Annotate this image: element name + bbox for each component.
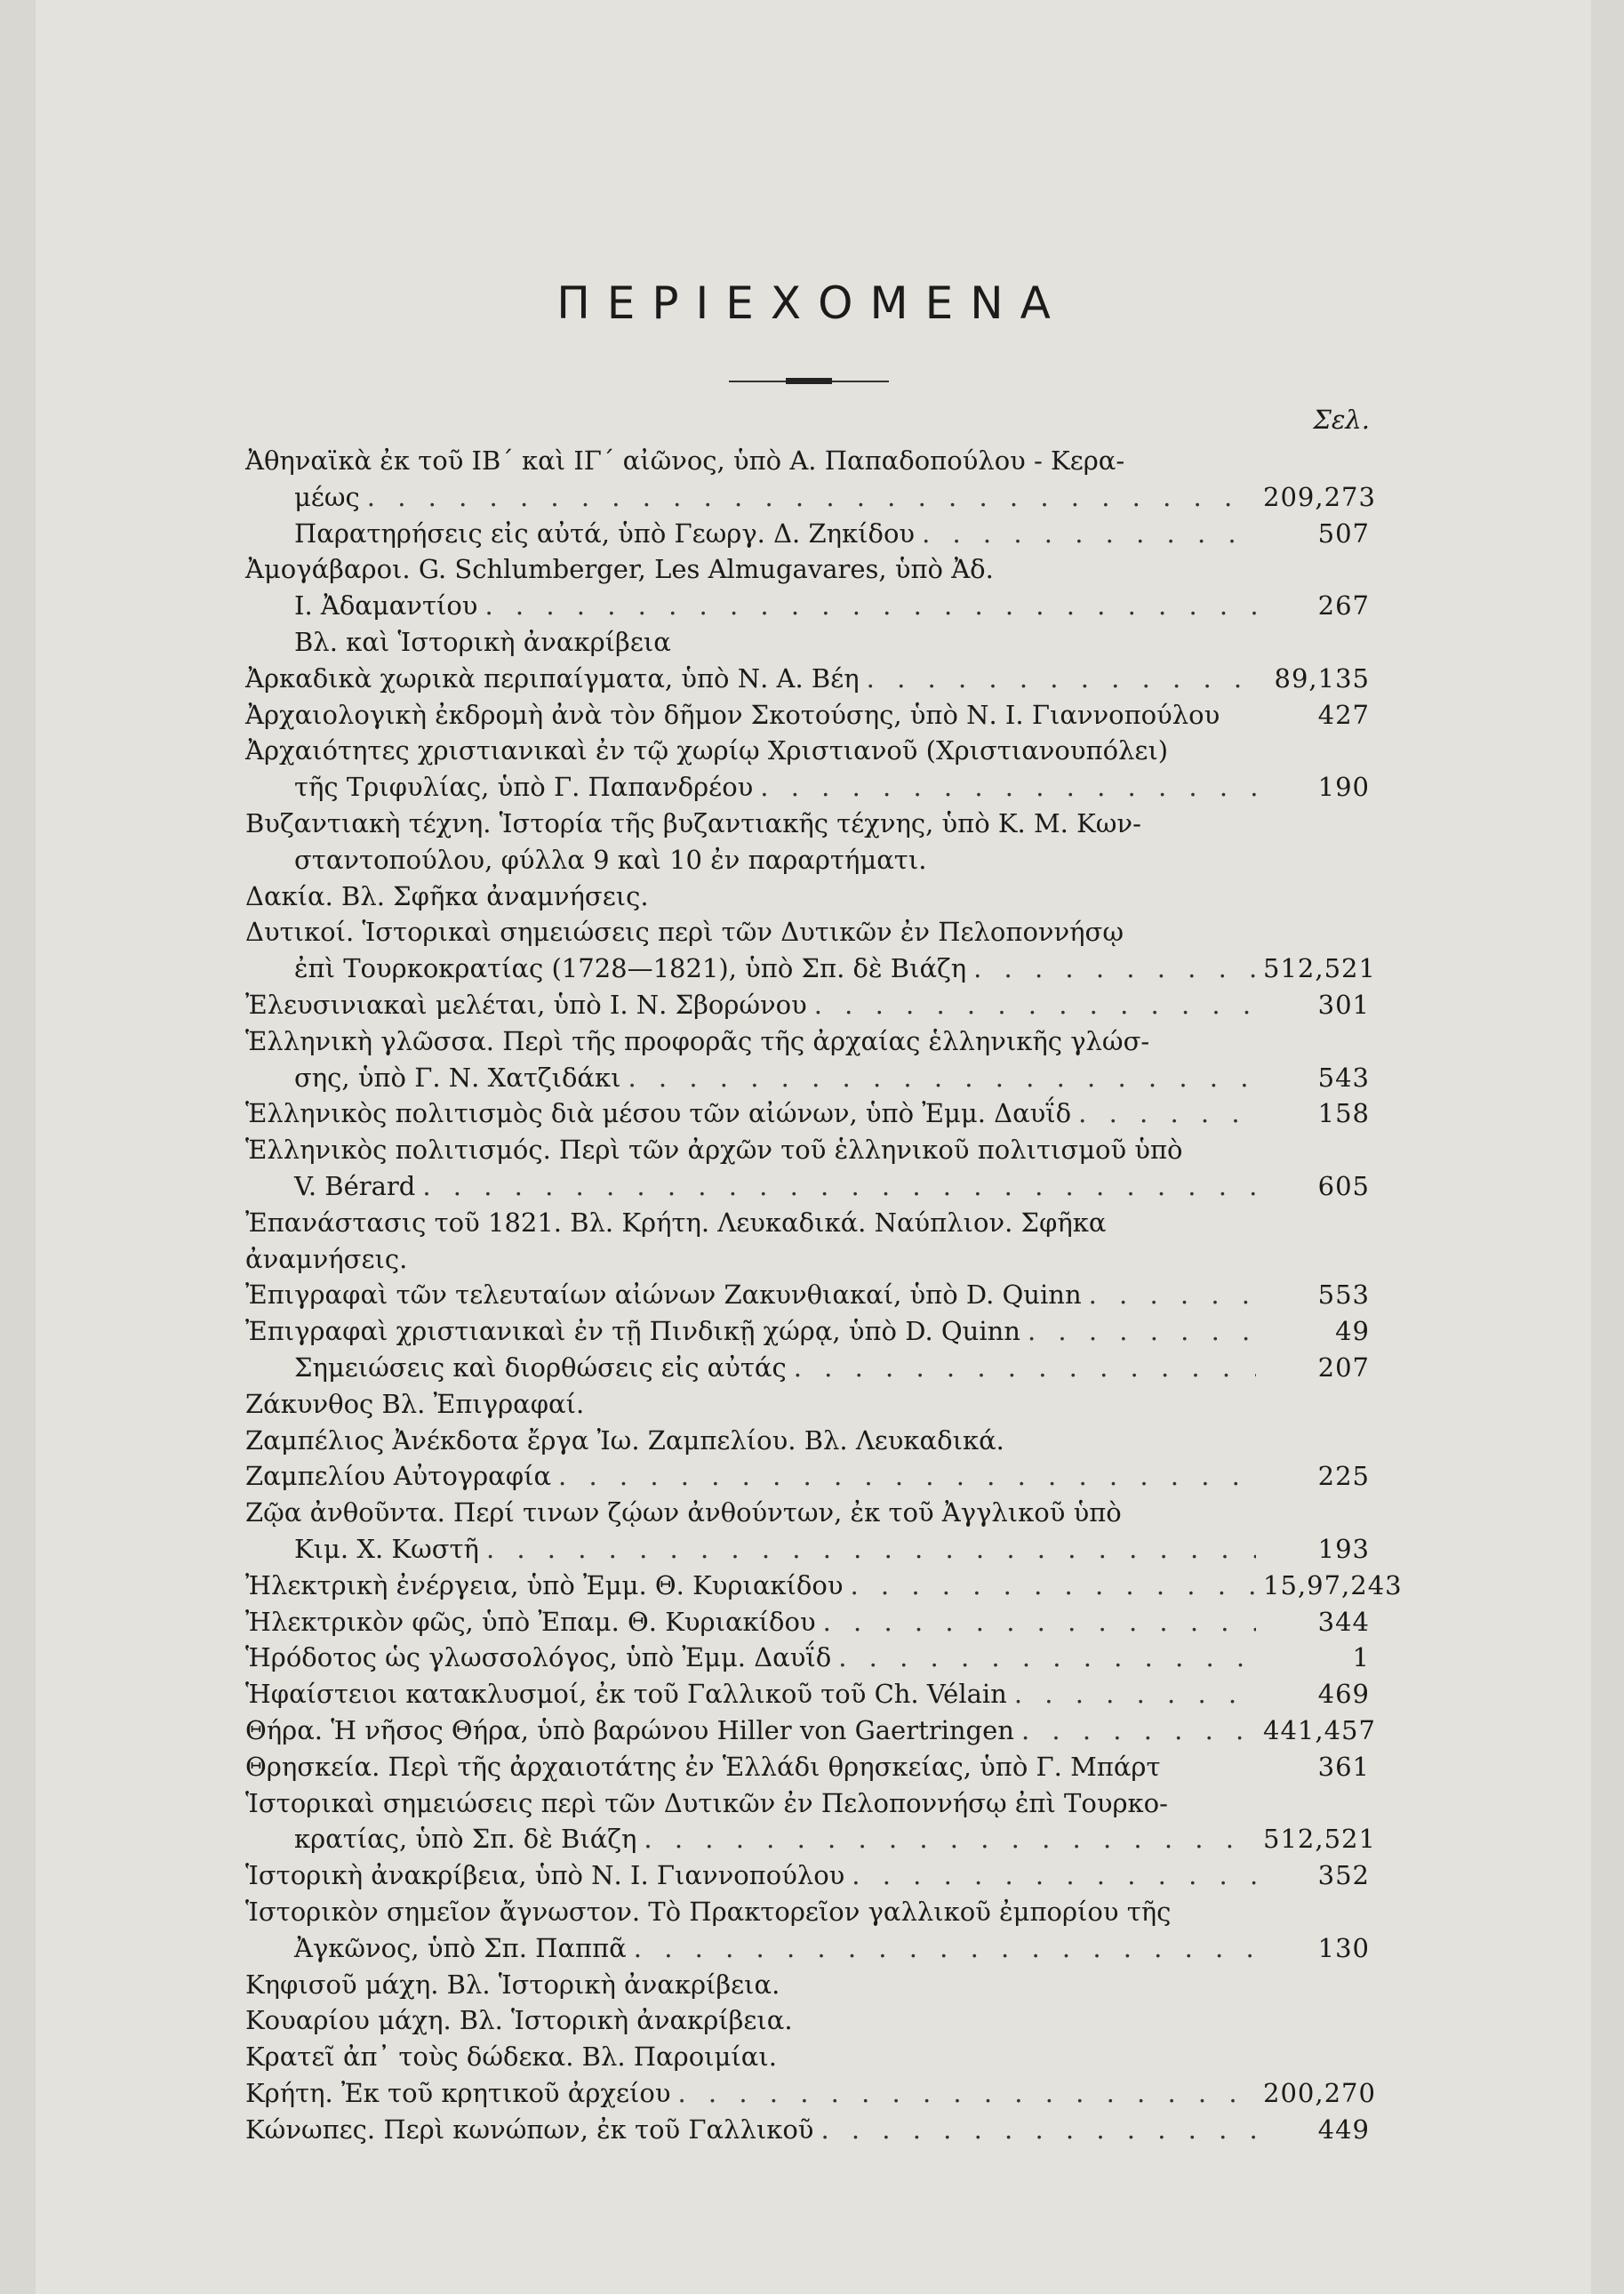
dot-leader bbox=[1078, 1097, 1256, 1129]
toc-entry-text: Βυζαντιακὴ τέχνη. Ἱστορία τῆς βυζαντιακῆς τέχνης, ὑπὸ Κ. Μ. Κων- bbox=[245, 808, 1141, 838]
toc-entry-pages: 225 bbox=[1317, 1461, 1370, 1492]
toc-entry-text: Κρατεῖ ἀπ᾽ τοὺς δώδεκα. Βλ. Παροιμίαι. bbox=[245, 2041, 777, 2073]
toc-entry bbox=[245, 626, 1370, 658]
toc-entry bbox=[245, 2004, 1370, 2036]
toc-entry-text: Ἀγκῶνος, ὑπὸ Σπ. Παππᾶ bbox=[294, 1932, 627, 1963]
toc-entry bbox=[245, 1751, 1370, 1783]
toc-entry bbox=[245, 916, 1370, 948]
toc-entry bbox=[245, 880, 1370, 912]
toc-entry-text: Ἱστορικὸν σημεῖον ἄγνωστον. Τὸ Πρακτορεῖον γαλλικοῦ ἐμπορίου τῆς bbox=[245, 1897, 1172, 1927]
toc-entry-text: V. Bérard bbox=[294, 1171, 416, 1201]
toc-entry-text: Παρατηρήσεις εἰς αὐτά, ὑπὸ Γεωργ. Δ. Ζηκίδου bbox=[294, 517, 916, 549]
toc-entry-text: Ἑλληνικὸς πολιτισμός. Περὶ τῶν ἀρχῶν τοῦ ἑλληνικοῦ πολιτισμοῦ ὑπὸ bbox=[245, 1135, 1183, 1166]
toc-entry-text: Κρήτη. Ἐκ τοῦ κρητικοῦ ἀρχείου bbox=[245, 2078, 671, 2108]
toc-entry-text: μέως bbox=[294, 481, 360, 512]
toc-entry-pages: 200,270 bbox=[1263, 2078, 1376, 2108]
dot-leader bbox=[422, 1170, 1256, 1202]
toc-entry bbox=[245, 734, 1370, 766]
toc-entry-pages: 1 bbox=[1352, 1642, 1370, 1673]
dot-leader bbox=[486, 1533, 1256, 1565]
toc-entry-text: Σημειώσεις καὶ διορθώσεις εἰς αὐτάς bbox=[294, 1352, 787, 1383]
dot-leader bbox=[634, 1932, 1256, 1964]
toc-entry-text: Ἑλληνικὴ γλῶσσα. Περὶ τῆς προφορᾶς τῆς ἀρχαίας ἑλληνικῆς γλώσ- bbox=[245, 1025, 1150, 1056]
toc-entry-pages: 441,457 bbox=[1263, 1715, 1376, 1745]
dot-leader bbox=[1028, 1315, 1256, 1347]
toc-entry-pages: 352 bbox=[1317, 1860, 1370, 1891]
toc-entry bbox=[245, 1969, 1370, 2001]
toc-entry-text: ἀναμνήσεις. bbox=[245, 1243, 408, 1274]
toc-entry bbox=[245, 1606, 1370, 1638]
toc-entry-text: Δυτικοί. Ἱστορικαὶ σημειώσεις περὶ τῶν Δυτικῶν ἐν Πελοποννήσῳ bbox=[245, 917, 1124, 948]
toc-entry-pages: 190 bbox=[1317, 772, 1370, 803]
toc-entry bbox=[245, 1243, 1370, 1275]
toc-entry-text: Ἱστορικαὶ σημειώσεις περὶ τῶν Δυτικῶν ἐν Πελοποννήσῳ ἐπὶ Τουρκο- bbox=[245, 1787, 1168, 1818]
toc-entry bbox=[245, 1315, 1370, 1347]
toc-entry bbox=[245, 1207, 1370, 1239]
toc-entry bbox=[245, 1134, 1370, 1166]
toc-entry-text: Ι. Ἀδαμαντίου bbox=[294, 590, 478, 622]
toc-entry-pages: 605 bbox=[1317, 1171, 1370, 1201]
toc-entry-text: Ἀμογάβαροι. G. Schlumberger, Les Almugavares, ὑπὸ Ἀδ. bbox=[245, 554, 994, 585]
toc-entry-pages: 193 bbox=[1317, 1534, 1370, 1564]
toc-entry-text: Ἡφαίστειοι κατακλυσμοί, ἐκ τοῦ Γαλλικοῦ τοῦ Ch. Vélain bbox=[245, 1679, 1007, 1710]
toc-entry-text: Κουαρίου μάχη. Βλ. Ἱστορικὴ ἀνακρίβεια. bbox=[245, 2005, 793, 2036]
toc-entry bbox=[245, 481, 1376, 513]
toc-entry-text: Ζάκυνθος Βλ. Ἐπιγραφαί. bbox=[245, 1388, 585, 1419]
toc-entry-text: Ἐπιγραφαὶ χριστιανικαὶ ἐν τῇ Πινδικῇ χώρᾳ, ὑπὸ D. Quinn bbox=[245, 1316, 1020, 1347]
toc-entry bbox=[245, 1097, 1370, 1129]
toc-entry bbox=[245, 1279, 1370, 1311]
toc-entry-text: Κώνωπες. Περὶ κωνώπων, ἐκ τοῦ Γαλλικοῦ bbox=[245, 2114, 814, 2145]
toc-entry bbox=[245, 1569, 1403, 1601]
toc-entry bbox=[245, 952, 1376, 984]
toc-entry bbox=[245, 1823, 1376, 1855]
page-column-label: Σελ. bbox=[1313, 405, 1370, 435]
toc-entry bbox=[245, 1896, 1370, 1928]
toc-entry-text: Κιμ. Χ. Κωστῆ bbox=[294, 1534, 479, 1564]
dot-leader bbox=[484, 590, 1256, 622]
toc-entry-text: Ἐλευσινιακαὶ μελέται, ὑπὸ Ι. Ν. Σβορώνου bbox=[245, 990, 807, 1020]
toc-entry-pages: 512,521 bbox=[1263, 1824, 1376, 1855]
toc-entry bbox=[245, 1533, 1370, 1565]
toc-entry bbox=[245, 1678, 1370, 1710]
toc-entry-text: Ἀρκαδικὰ χωρικὰ περιπαίγματα, ὑπὸ Ν. Α. Βέη bbox=[245, 662, 860, 694]
toc-entry-text: Ἱστορικὴ ἀνακρίβεια, ὑπὸ Ν. Ι. Γιαννοπούλου bbox=[245, 1860, 845, 1891]
dot-leader bbox=[852, 1859, 1256, 1891]
toc-entry-text: Ἀθηναϊκὰ ἐκ τοῦ ΙΒ΄ καὶ ΙΓ΄ αἰῶνος, ὑπὸ Α. Παπαδοπούλου - Κερα- bbox=[245, 445, 1125, 476]
dot-leader bbox=[558, 1460, 1256, 1492]
toc-entry-text: σης, ὑπὸ Γ. Ν. Χατζιδάκι bbox=[294, 1062, 621, 1093]
dot-leader bbox=[1014, 1678, 1256, 1710]
toc-entry-text: Ἀρχαιότητες χριστιανικαὶ ἐν τῷ χωρίῳ Χριστιανοῦ (Χριστιανουπόλει) bbox=[245, 735, 1169, 766]
toc-entry-text: ἐπὶ Τουρκοκρατίας (1728—1821), ὑπὸ Σπ. δὲ Βιάζη bbox=[294, 953, 967, 984]
toc-entry-pages: 89,135 bbox=[1274, 662, 1370, 694]
toc-entry bbox=[245, 1641, 1370, 1673]
dot-leader bbox=[820, 2114, 1256, 2146]
dot-leader bbox=[628, 1062, 1256, 1094]
dot-leader bbox=[794, 1352, 1256, 1384]
toc-entry-text: Ἠλεκτρικὸν φῶς, ὑπὸ Ἐπαμ. Θ. Κυριακίδου bbox=[245, 1606, 816, 1637]
toc-entry bbox=[245, 2077, 1376, 2109]
toc-entry-pages: 507 bbox=[1317, 517, 1370, 549]
toc-entry-pages: 209,273 bbox=[1263, 481, 1376, 512]
toc-entry bbox=[245, 1460, 1370, 1492]
toc-entry bbox=[245, 1859, 1370, 1891]
toc-entry-pages: 449 bbox=[1317, 2114, 1370, 2145]
toc-entry-text: σταντοπούλου, φύλλα 9 καὶ 10 ἐν παραρτήματι. bbox=[294, 844, 927, 875]
dot-leader bbox=[677, 2077, 1256, 2109]
dot-leader bbox=[367, 481, 1256, 513]
toc-entry-text: Βλ. καὶ Ἱστορικὴ ἀνακρίβεια bbox=[294, 627, 671, 657]
toc-entry bbox=[245, 1352, 1370, 1384]
dot-leader bbox=[760, 771, 1256, 803]
toc-entry bbox=[245, 2114, 1370, 2146]
toc-entry-text: Ζαμπελίου Αὐτογραφία bbox=[245, 1461, 552, 1492]
toc-entry-text: Θήρα. Ἡ νῆσος Θήρα, ὑπὸ βαρώνου Hiller von Gaertringen bbox=[245, 1715, 1014, 1745]
title-divider bbox=[729, 381, 889, 382]
toc-entry bbox=[245, 445, 1370, 477]
toc-entry-text: Ἡρόδοτος ὡς γλωσσολόγος, ὑπὸ Ἐμμ. Δαυΐδ bbox=[245, 1642, 832, 1673]
toc-entry-text: τῆς Τριφυλίας, ὑπὸ Γ. Παπανδρέου bbox=[294, 772, 754, 803]
toc-entry-pages: 512,521 bbox=[1263, 953, 1376, 984]
toc-entry-text: Ζαμπέλιος Ἀνέκδοτα ἔργα Ἰω. Ζαμπελίου. Βλ. Λευκαδικά. bbox=[245, 1424, 1004, 1456]
dot-leader bbox=[1089, 1279, 1256, 1311]
toc-entry bbox=[245, 1062, 1370, 1094]
toc-entry-pages: 207 bbox=[1317, 1352, 1370, 1383]
toc-entry-pages: 49 bbox=[1335, 1316, 1370, 1347]
toc-entry bbox=[245, 771, 1370, 803]
toc-entry-pages: 130 bbox=[1317, 1932, 1370, 1963]
toc-entry bbox=[245, 1714, 1376, 1746]
dot-leader bbox=[823, 1606, 1256, 1638]
toc-entry-text: Δακία. Βλ. Σφῆκα ἀναμνήσεις. bbox=[245, 880, 649, 911]
toc-entry bbox=[245, 807, 1370, 839]
toc-entry-pages: 469 bbox=[1317, 1679, 1370, 1710]
toc-entry-pages: 553 bbox=[1317, 1279, 1370, 1311]
toc-entry bbox=[245, 1496, 1370, 1528]
toc-entry-text: Θρησκεία. Περὶ τῆς ἀρχαιοτάτης ἐν Ἑλλάδι θρησκείας, ὑπὸ Γ. Μπάρτ bbox=[245, 1751, 1161, 1782]
dot-leader bbox=[1021, 1714, 1256, 1746]
toc-entry bbox=[245, 1932, 1370, 1964]
toc-entry bbox=[245, 1025, 1370, 1057]
dot-leader bbox=[814, 989, 1256, 1021]
toc-entry-pages: 427 bbox=[1317, 699, 1370, 730]
toc-entry bbox=[245, 662, 1370, 694]
toc-entry-text: Ἠλεκτρικὴ ἐνέργεια, ὑπὸ Ἐμμ. Θ. Κυριακίδου bbox=[245, 1569, 844, 1600]
toc-entry-pages: 543 bbox=[1317, 1062, 1370, 1093]
toc-entry-pages: 344 bbox=[1317, 1606, 1370, 1637]
toc-entry bbox=[245, 1170, 1370, 1202]
toc-entry-pages: 158 bbox=[1317, 1098, 1370, 1129]
dot-leader bbox=[973, 952, 1256, 984]
toc-entry-pages: 361 bbox=[1317, 1751, 1370, 1782]
toc-entry bbox=[245, 844, 1370, 876]
toc-entry bbox=[245, 517, 1370, 549]
toc-entry-text: Ἐπανάστασις τοῦ 1821. Βλ. Κρήτη. Λευκαδικά. Ναύπλιον. Σφῆκα bbox=[245, 1207, 1107, 1238]
toc-entry-text: Ἐπιγραφαὶ τῶν τελευταίων αἰώνων Ζακυνθιακαί, ὑπὸ D. Quinn bbox=[245, 1279, 1082, 1311]
toc-entry-pages: 15,97,243 bbox=[1263, 1569, 1403, 1600]
toc-entry-text: Κηφισοῦ μάχη. Βλ. Ἱστορικὴ ἀνακρίβεια. bbox=[245, 1969, 780, 2000]
dot-leader bbox=[850, 1569, 1256, 1601]
dot-leader bbox=[922, 517, 1256, 549]
toc-entry bbox=[245, 1787, 1370, 1819]
toc-entry bbox=[245, 1424, 1370, 1456]
toc-entry bbox=[245, 553, 1370, 585]
page-title: ΠΕΡΙΕΧΟΜΕΝΑ bbox=[556, 277, 1068, 329]
toc-entry-pages: 267 bbox=[1317, 590, 1370, 622]
dot-leader bbox=[838, 1641, 1256, 1673]
toc-entry-text: Ἑλληνικὸς πολιτισμὸς διὰ μέσου τῶν αἰώνων, ὑπὸ Ἐμμ. Δαυΐδ bbox=[245, 1098, 1072, 1129]
toc-entry-text: κρατίας, ὑπὸ Σπ. δὲ Βιάζη bbox=[294, 1824, 637, 1855]
toc-entry-text: Ἀρχαιολογικὴ ἐκδρομὴ ἀνὰ τὸν δῆμον Σκοτούσης, ὑπὸ Ν. Ι. Γιαννοπούλου bbox=[245, 699, 1220, 730]
toc-entry-text: Ζῷα ἀνθοῦντα. Περί τινων ζῴων ἀνθούντων, ἐκ τοῦ Ἀγγλικοῦ ὑπὸ bbox=[245, 1497, 1122, 1528]
toc-entry bbox=[245, 699, 1370, 731]
dot-leader bbox=[867, 662, 1256, 694]
dot-leader bbox=[644, 1823, 1256, 1855]
toc-entry bbox=[245, 989, 1370, 1021]
toc-entry bbox=[245, 1388, 1370, 1420]
toc-entry-pages: 301 bbox=[1317, 990, 1370, 1020]
toc-entry bbox=[245, 2041, 1370, 2073]
toc-entry bbox=[245, 590, 1370, 622]
